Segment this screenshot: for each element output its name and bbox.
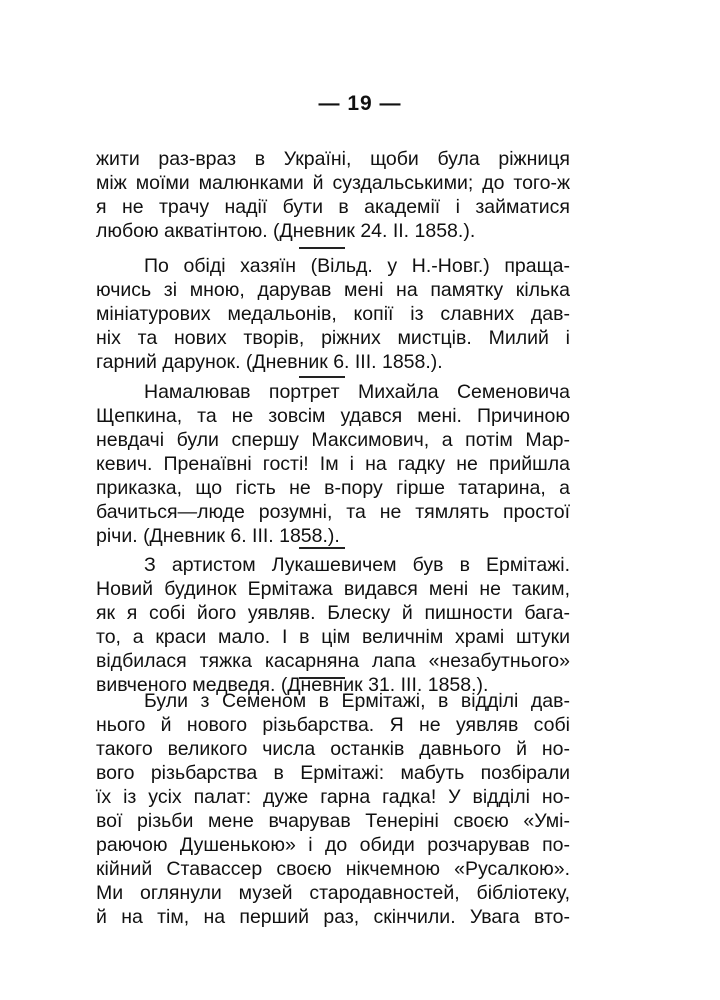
paragraph-5-line-4: вого різьбарства в Ермітажі: мабуть позбірали: [96, 762, 570, 784]
paragraph-3-line-2: Щепкина, та не зовсім удався мені. Причиною: [96, 405, 570, 427]
paragraph-4-line-3: як я собі його уявляв. Блеску й пишности бага-: [96, 602, 570, 624]
paragraph-4-line-4: то, а краси мало. І в цім величнім храмі штуки: [96, 626, 570, 648]
page-number: — 19 —: [318, 92, 402, 115]
section-separator: [299, 376, 345, 378]
paragraph-2-line-5: гарний дарунок. (Дневник 6. III. 1858.).: [96, 351, 443, 373]
paragraph-5-line-6: вої різьби мене вчарував Тенеріні своєю «Умі-: [96, 810, 570, 832]
paragraph-4-line-6: вивченого медведя. (Дневник 31. III. 1858.).: [96, 674, 489, 696]
paragraph-3-line-6: бачиться—люде розумні, та не тямлять простої: [96, 501, 570, 523]
paragraph-5-line-2: нього й нового різьбарства. Я не уявляв собі: [96, 714, 570, 736]
section-separator: [299, 677, 345, 679]
paragraph-2-line-3: мініатурових медальонів, копії із славних дав-: [96, 303, 570, 325]
paragraph-1-line-4: любою акватінтою. (Дневник 24. II. 1858.).: [96, 220, 476, 242]
paragraph-1-line-3: я не трачу надії бути в академії і займатися: [96, 196, 570, 218]
paragraph-5-line-8: кійний Ставассер своєю нікчемною «Русалкою».: [96, 858, 570, 880]
paragraph-5-line-10: й на тім, на перший раз, скінчили. Увага вто-: [96, 906, 570, 928]
paragraph-5-line-5: їх із усіх палат: дуже гарна гадка! У відділі но-: [96, 786, 570, 808]
paragraph-4-line-2: Новий будинок Ермітажа видався мені не таким,: [96, 578, 570, 600]
paragraph-5-line-9: Ми оглянули музей стародавностей, бібліотеку,: [96, 882, 570, 904]
paragraph-1-line-2: між моїми малюнками й суздальськими; до того-ж: [96, 172, 570, 194]
paragraph-2-line-2: ючись зі мною, дарував мені на памятку кілька: [96, 279, 570, 301]
paragraph-1-line-1: жити раз-враз в Україні, щоби була ріжниця: [96, 148, 570, 170]
paragraph-5-line-3: такого великого числа останків давнього й но-: [96, 738, 570, 760]
paragraph-4-line-1: З артистом Лукашевичем був в Ермітажі.: [144, 554, 570, 576]
paragraph-2-line-1: По обіді хазяїн (Вільд. у Н.-Новг.) праща-: [144, 255, 570, 277]
paragraph-3-line-5: приказка, що гість не в-пору гірше татарина, а: [96, 477, 570, 499]
section-separator: [299, 247, 345, 249]
paragraph-3-line-7: річи. (Дневник 6. III. 1858.).: [96, 525, 340, 547]
paragraph-5-line-7: раючою Душенькою» і до обиди розчарував по-: [96, 834, 570, 856]
section-separator: [299, 547, 345, 549]
paragraph-2-line-4: ніх та нових творів, ріжних мистців. Милий і: [96, 327, 570, 349]
paragraph-3-line-1: Намалював портрет Михайла Семеновича: [144, 381, 570, 403]
paragraph-3-line-3: невдачі були спершу Максимович, а потім Мар-: [96, 429, 570, 451]
paragraph-4-line-5: відбилася тяжка касарняна лапа «незабутнього»: [96, 650, 570, 672]
paragraph-5-line-1: Були з Семеном в Ермітажі, в відділі дав-: [144, 690, 570, 712]
paragraph-3-line-4: кевич. Пренаївні гості! Ім і на гадку не прийшла: [96, 453, 570, 475]
